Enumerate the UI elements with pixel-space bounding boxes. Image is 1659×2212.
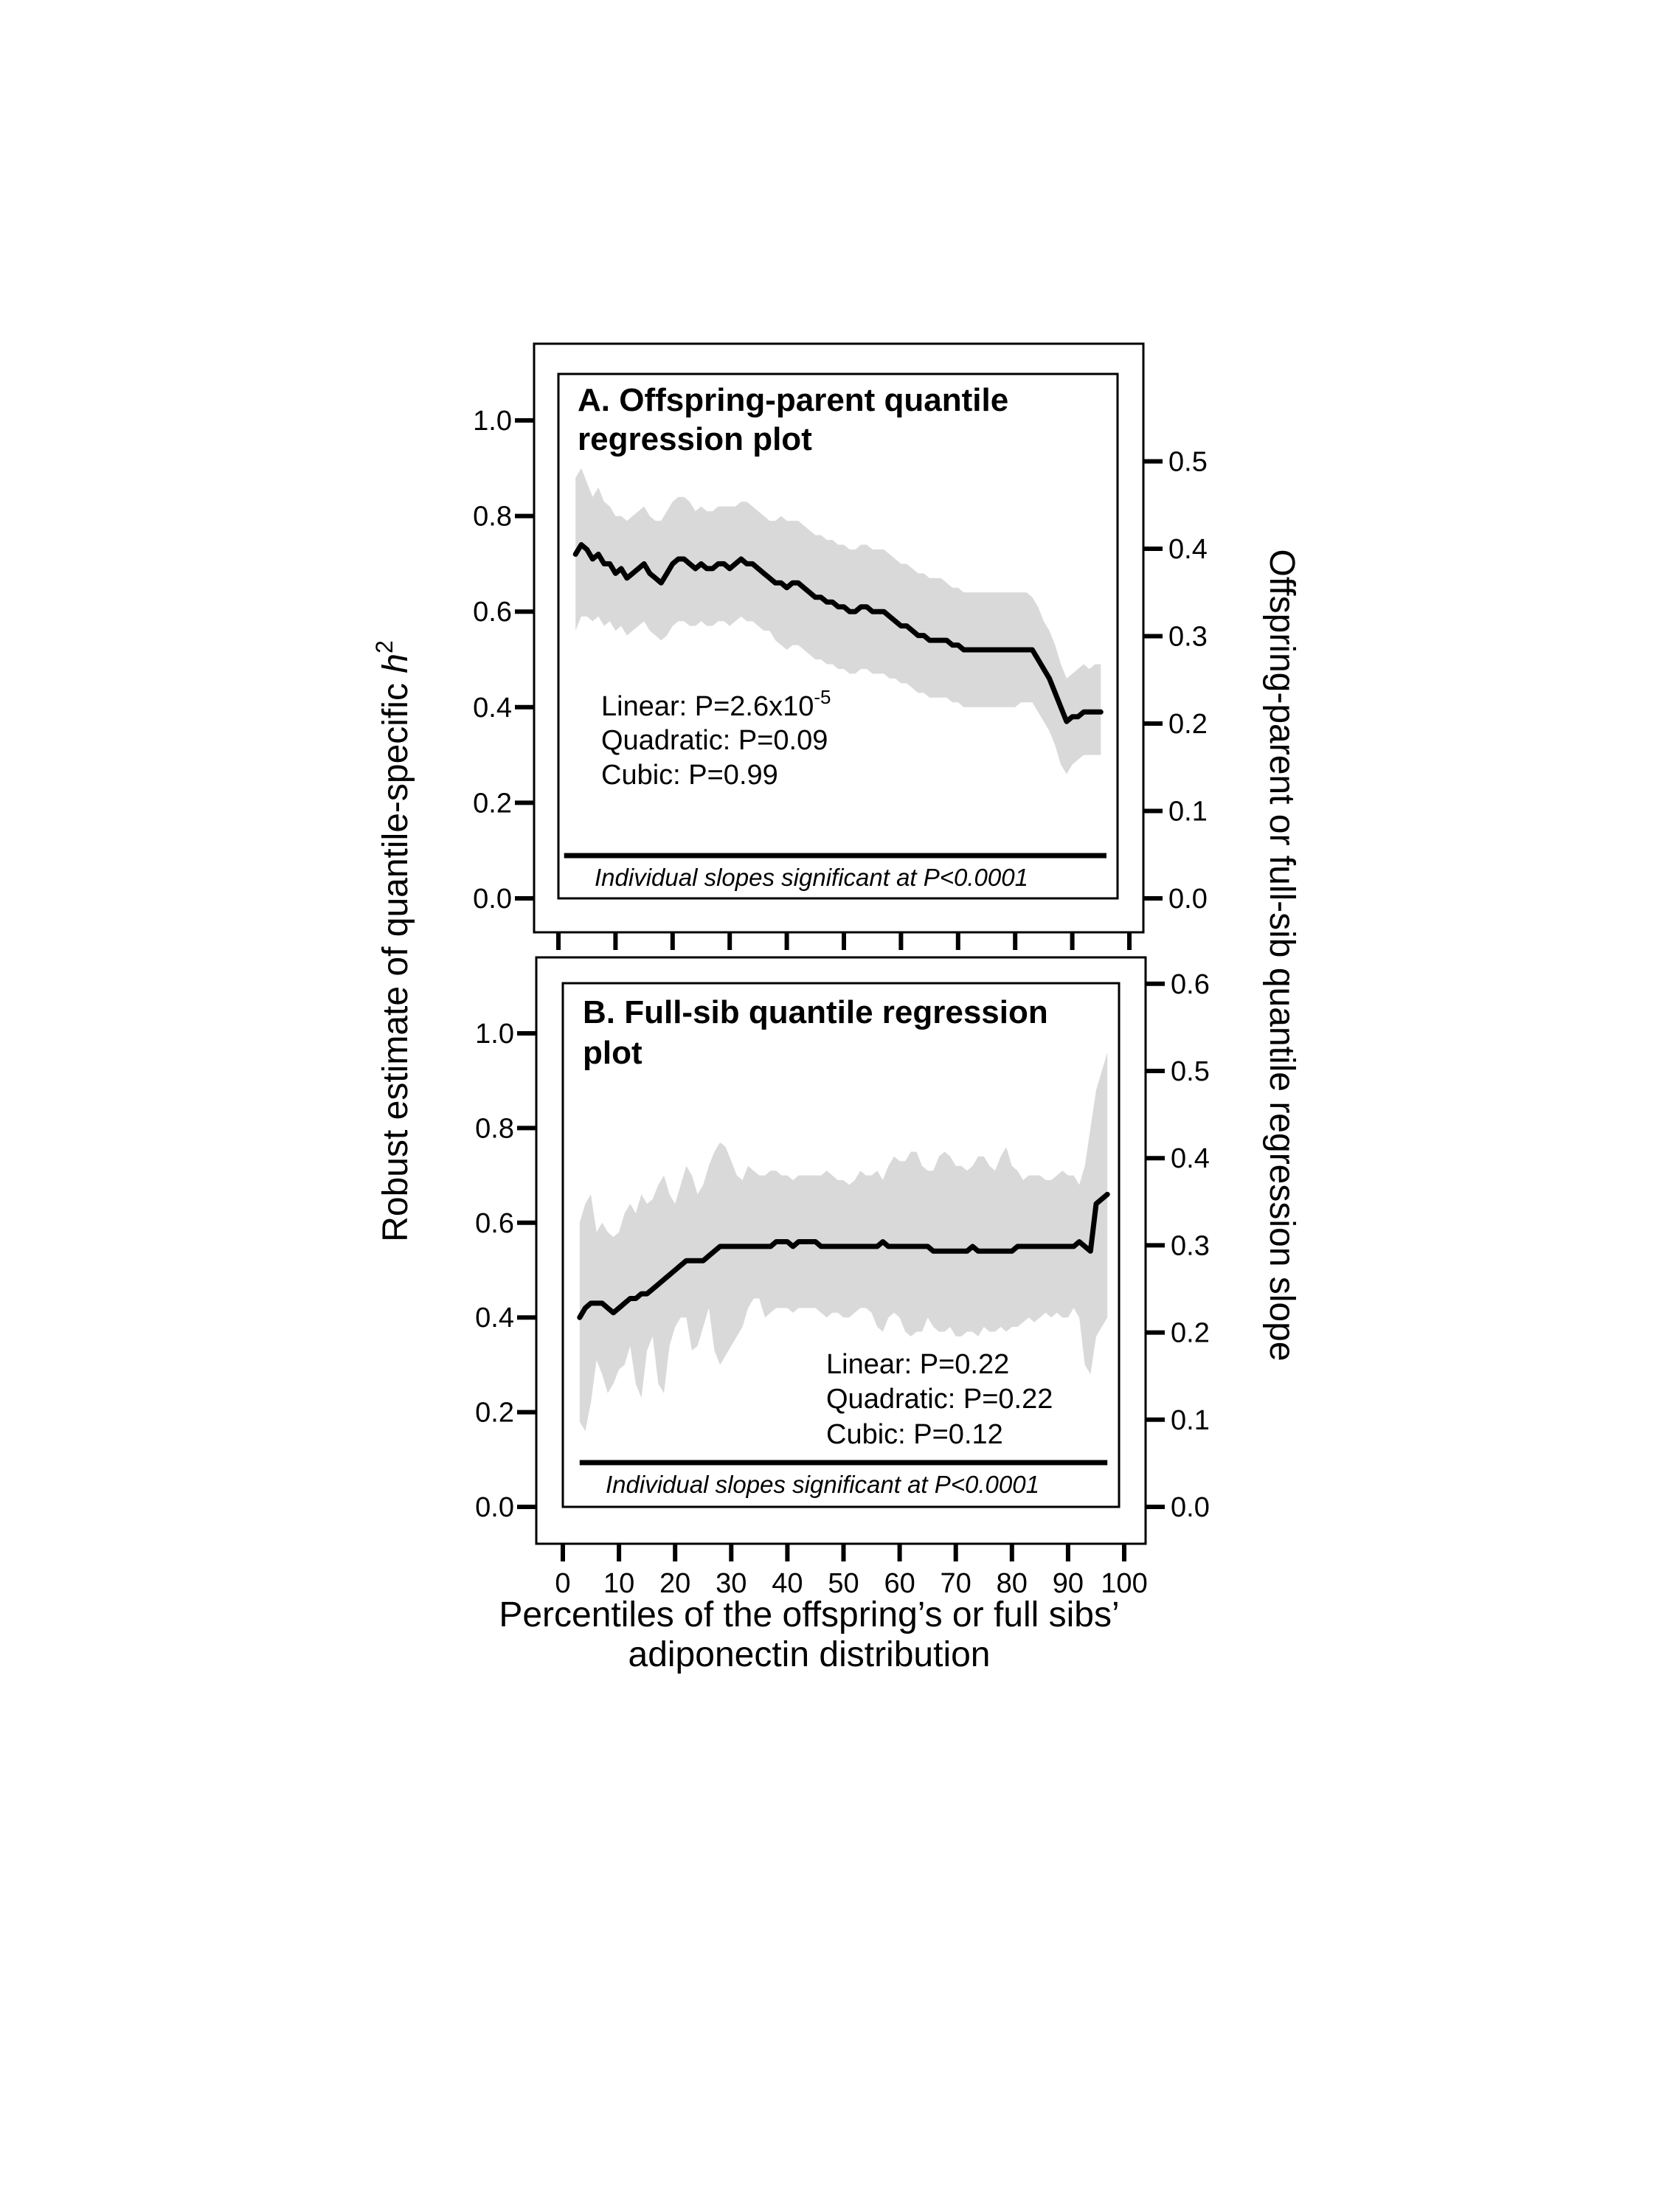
right-axis-tick-label: 0.3: [1168, 621, 1208, 653]
panel-a-title-line2: regression plot: [578, 421, 812, 457]
left-axis-tick-label: 0.2: [473, 788, 512, 819]
left-axis-tick-label: 0.6: [473, 597, 512, 628]
bottom-axis-tick-label: 0: [555, 1568, 571, 1599]
y-right-axis-title: Offspring-parent or full-sib quantile regression slope: [1262, 549, 1301, 1362]
bottom-axis-tick-label: 80: [996, 1568, 1028, 1599]
bottom-axis-tick-label: 50: [828, 1568, 859, 1599]
left-axis-tick-label: 1.0: [473, 406, 512, 437]
bottom-axis-tick-label: 20: [659, 1568, 691, 1599]
left-axis-tick-label: 0.8: [473, 501, 512, 533]
bottom-axis-tick-label: 90: [1052, 1568, 1084, 1599]
panel-a-title-line1: A. Offspring-parent quantile: [578, 382, 1009, 418]
left-axis-tick-label: 0.6: [475, 1207, 514, 1239]
panel-b-title-line2: plot: [583, 1035, 643, 1071]
right-axis-tick-label: 0.3: [1171, 1230, 1210, 1262]
right-axis-tick-label: 0.6: [1171, 968, 1210, 1000]
panel-b-significance-note: Individual slopes significant at P<0.0001: [606, 1471, 1039, 1498]
right-axis-tick-label: 0.5: [1171, 1056, 1210, 1087]
right-axis-tick-label: 0.5: [1168, 446, 1208, 478]
bottom-axis-tick-label: 10: [603, 1568, 635, 1599]
right-axis-tick-label: 0.4: [1171, 1143, 1210, 1175]
panel-b-title-line1: B. Full-sib quantile regression: [583, 994, 1048, 1030]
bottom-axis-tick-label: 100: [1101, 1568, 1148, 1599]
bottom-axis-tick-label: 30: [716, 1568, 747, 1599]
panel-b-quadratic-p: Quadratic: P=0.22: [826, 1384, 1053, 1415]
y-left-axis-title: Robust estimate of quantile-specific $h^2$: [371, 640, 415, 1242]
panel-b-cubic-p: Cubic: P=0.12: [826, 1419, 1003, 1450]
left-axis-tick-label: 0.2: [475, 1397, 514, 1429]
panel-b-linear-p: Linear: P=0.22: [826, 1349, 1010, 1380]
right-axis-tick-label: 0.2: [1168, 709, 1208, 740]
right-axis-tick-label: 0.0: [1171, 1492, 1210, 1523]
bottom-axis-tick-label: 40: [772, 1568, 803, 1599]
left-axis-tick-label: 0.4: [473, 692, 512, 724]
left-axis-tick-label: 0.0: [475, 1492, 514, 1523]
bottom-axis-tick-label: 70: [940, 1568, 971, 1599]
right-axis-tick-label: 0.2: [1171, 1317, 1210, 1349]
x-axis-title-line1: Percentiles of the offspring’s or full sibs’: [499, 1595, 1120, 1634]
panel-a-cubic-p: Cubic: P=0.99: [601, 760, 778, 791]
right-axis-tick-label: 0.1: [1171, 1404, 1210, 1436]
left-axis-tick-label: 0.0: [473, 884, 512, 915]
panel-a-significance-note: Individual slopes significant at P<0.0001: [595, 864, 1028, 891]
right-axis-tick-label: 0.4: [1168, 534, 1208, 565]
x-axis-title-line2: adiponectin distribution: [628, 1635, 991, 1674]
panel-a-linear-p: Linear: $P=2.6x10^{-5}$: [601, 686, 831, 722]
left-axis-tick-label: 1.0: [475, 1019, 514, 1050]
panel-a-quadratic-p: Quadratic: P=0.09: [601, 725, 828, 756]
bottom-axis-tick-label: 60: [884, 1568, 915, 1599]
right-axis-tick-label: 0.0: [1168, 884, 1208, 915]
left-axis-tick-label: 0.8: [475, 1113, 514, 1145]
left-axis-tick-label: 0.4: [475, 1303, 514, 1334]
right-axis-tick-label: 0.1: [1168, 796, 1208, 828]
